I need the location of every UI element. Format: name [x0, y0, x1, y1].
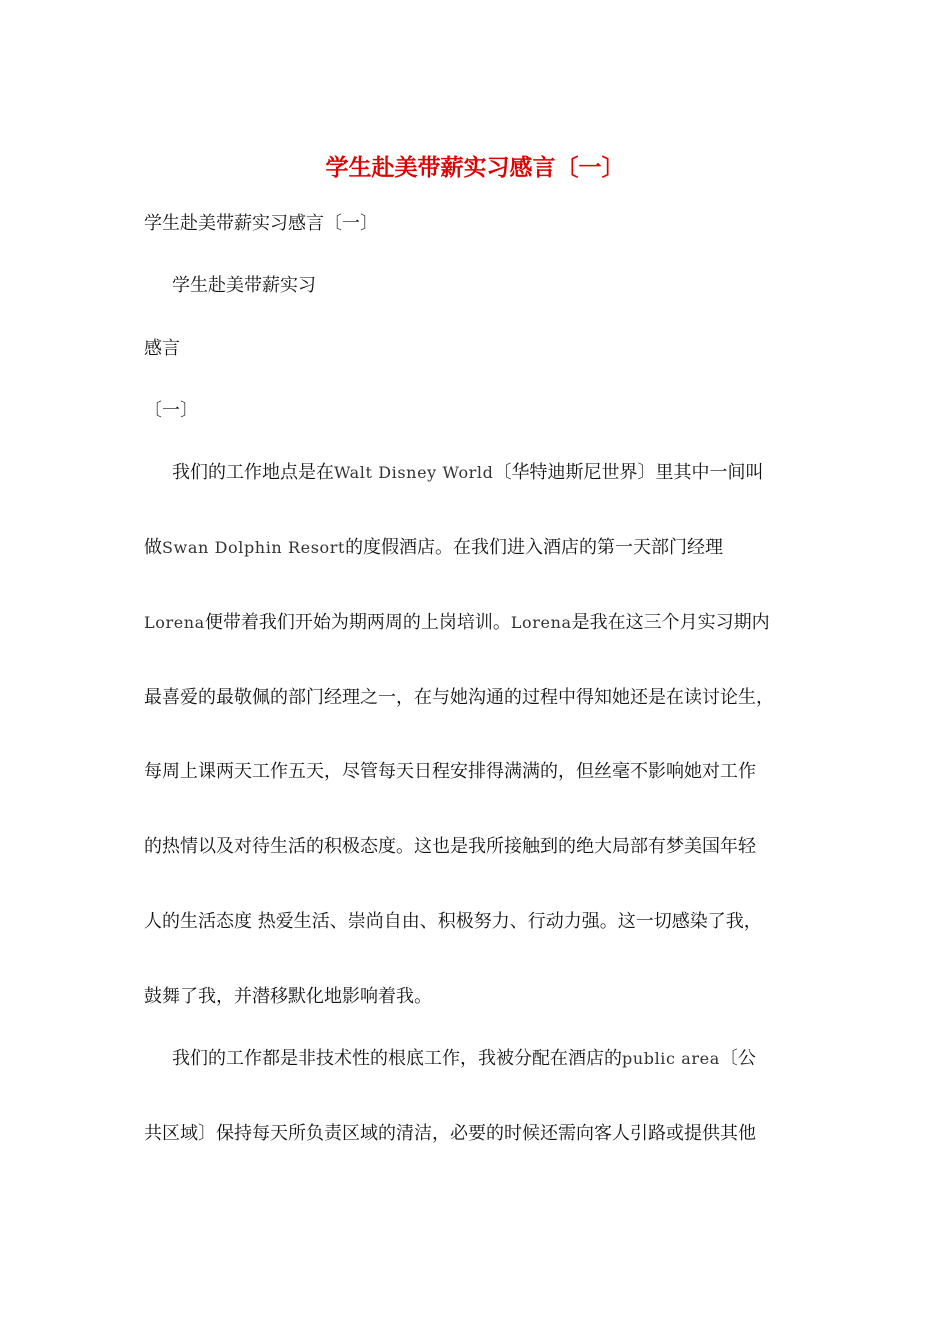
subtitle: 学生赴美带薪实习感言〔一〕 — [144, 213, 378, 234]
text-run: 做 — [144, 537, 162, 558]
paragraph-1-line-1 — [172, 458, 763, 488]
heading-line-2: 感言 — [144, 338, 180, 359]
heading-line-3: 〔一〕 — [144, 400, 198, 421]
text-run-latin: Swan Dolphin Resort — [162, 538, 346, 557]
paragraph-2-line-2: 共区域〕保持每天所负责区域的清洁，必要的时候还需向客人引路或提供其他 — [144, 1123, 756, 1144]
text-run-latin: Lorena — [144, 613, 205, 632]
text-run-latin: public area — [622, 1049, 720, 1068]
text-run: 是我在这三个月实习期内 — [571, 612, 770, 633]
text-run: 〔公 — [719, 1048, 756, 1069]
text-run: 的度假酒店。在我们进入酒店的第一天部门经理 — [345, 537, 724, 558]
document-title: 学生赴美带薪实习感言〔一〕 — [325, 154, 625, 181]
paragraph-1-line-5: 每周上课两天工作五天，尽管每天日程安排得满满的，但丝毫不影响她对工作 — [144, 761, 756, 782]
heading-line-1: 学生赴美带薪实习 — [172, 275, 316, 296]
text-run: 〔华特迪斯尼世界〕里其中一间叫 — [493, 462, 764, 483]
paragraph-1-line-6: 的热情以及对待生活的积极态度。这也是我所接触到的绝大局部有梦美国年轻 — [144, 836, 756, 857]
paragraph-1-line-8: 鼓舞了我，并潜移默化地影响着我。 — [144, 986, 432, 1007]
text-run: 便带着我们开始为期两周的上岗培训。 — [204, 612, 511, 633]
paragraph-1-line-4: 最喜爱的最敬佩的部门经理之一，在与她沟通的过程中得知她还是在读讨论生， — [144, 687, 774, 708]
text-run: 我们的工作地点是在 — [172, 462, 334, 483]
paragraph-1-line-7: 人的生活态度 热爱生活、崇尚自由、积极努力、行动力强。这一切感染了我， — [144, 911, 762, 932]
text-run: 我们的工作都是非技术性的根底工作，我被分配在酒店的 — [172, 1048, 622, 1069]
paragraph-1-line-2 — [144, 533, 723, 563]
paragraph-2-line-1 — [172, 1044, 756, 1074]
paragraph-1-line-3 — [144, 608, 770, 638]
text-run-latin: Walt Disney World — [334, 463, 494, 482]
text-run-latin: Lorena — [510, 613, 572, 632]
